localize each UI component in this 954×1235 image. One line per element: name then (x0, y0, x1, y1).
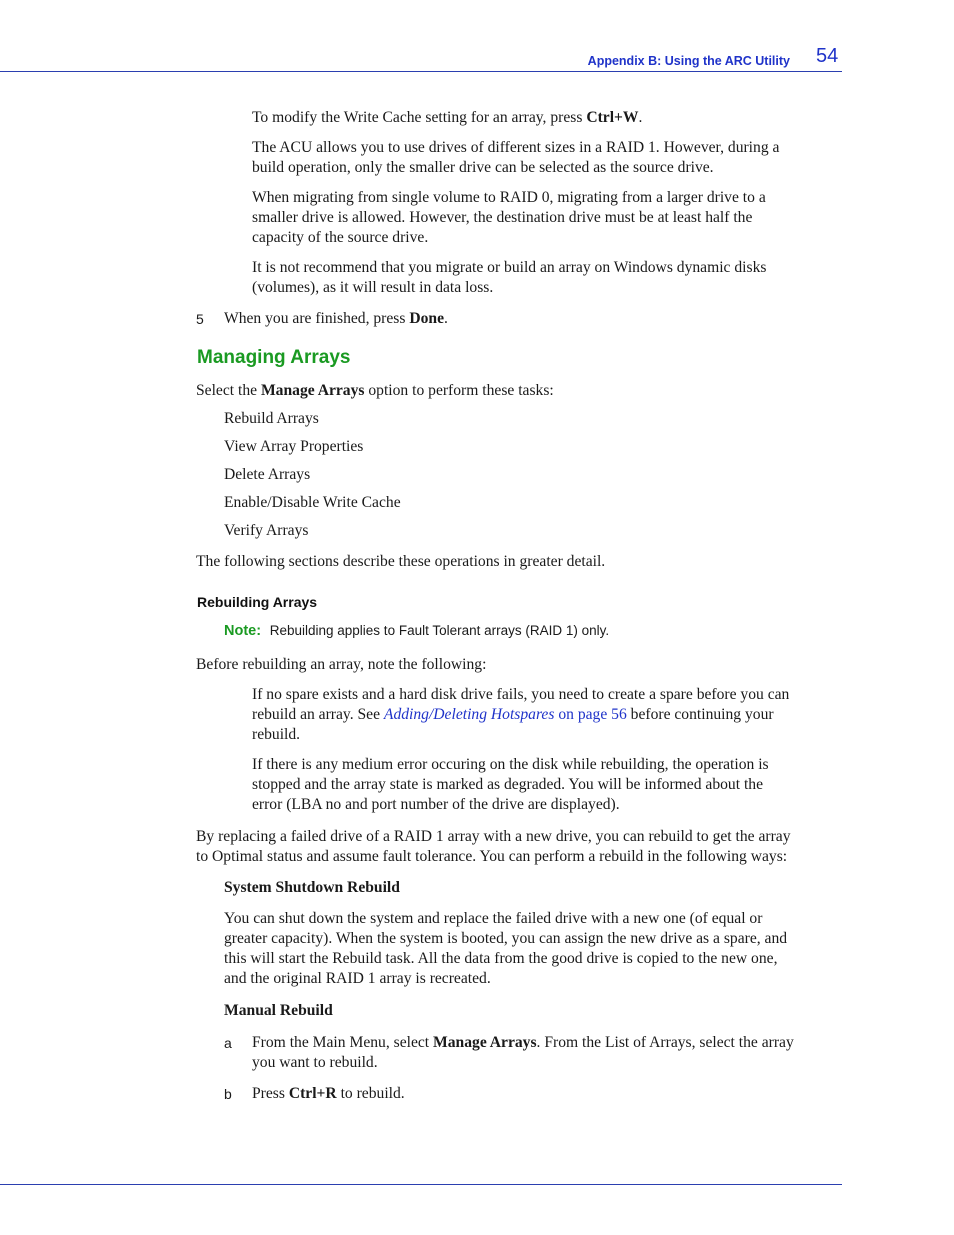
subsection-heading: Rebuilding Arrays (197, 594, 318, 610)
manage-intro: Select the Manage Arrays option to perform these tasks: (196, 382, 554, 399)
system-shutdown-paragraph: You can shut down the system and replace the failed drive with a new one (of equal or greater capacity). When the system is booted, you can assign the new drive as a spare, and this will start the Rebuild task. All the data from the good drive is copied to the new one, and the original RAID 1 array is recreated. (224, 910, 788, 987)
page-56-link[interactable]: on page 56 (554, 706, 627, 723)
task-item: Enable/Disable Write Cache (224, 494, 401, 511)
header-rule (0, 71, 842, 72)
note-label: Note: (224, 623, 262, 639)
done-key: Done (409, 310, 444, 327)
dynamic-disk-paragraph: It is not recommend that you migrate or build an array on Windows dynamic disks (volumes), as it will result in data loss. (252, 259, 767, 296)
medium-error-paragraph: If there is any medium error occuring on the disk while rebuilding, the operation is stopped and the array state is marked as degraded. You will be informed about the error (LBA no and port number of the drive are displayed). (252, 756, 769, 813)
step-a-text: From the Main Menu, select Manage Arrays. From the List of Arrays, select the array you want to rebuild. (252, 1034, 794, 1071)
task-item: Delete Arrays (224, 466, 311, 483)
system-shutdown-title: System Shutdown Rebuild (224, 879, 400, 896)
drive-size-paragraph: The ACU allows you to use drives of different sizes in a RAID 1. However, during a build operation, only the smaller drive can be selected as the source drive. (252, 139, 780, 176)
step-5-text: When you are finished, press Done. (224, 310, 448, 327)
manual-rebuild-title: Manual Rebuild (224, 1002, 333, 1019)
task-item: Verify Arrays (224, 522, 309, 539)
ctrl-w-key: Ctrl+W (586, 109, 639, 126)
step-b-text: Press Ctrl+R to rebuild. (252, 1085, 405, 1102)
step-number: 5 (196, 311, 204, 327)
page-number: 54 (816, 45, 839, 67)
task-item: View Array Properties (224, 438, 364, 455)
hotspares-link[interactable]: Adding/Deleting Hotspares (383, 706, 555, 723)
step-letter-b: b (224, 1086, 232, 1102)
migration-paragraph: When migrating from single volume to RAID 0, migrating from a larger drive to a smaller drive is allowed. However, the destination drive must be at least half the capacity of the source drive. (252, 189, 766, 246)
ctrl-r-key: Ctrl+R (288, 1085, 337, 1102)
note-text: Rebuilding applies to Fault Tolerant arrays (RAID 1) only. (269, 623, 610, 638)
no-spare-paragraph: If no spare exists and a hard disk drive fails, you need to create a spare before you can rebuild an array. See Adding/Deleting Hotspares on page 56 before continuing your rebuild. (252, 686, 790, 743)
running-header: Appendix B: Using the ARC Utility (587, 54, 790, 68)
step-letter-a: a (224, 1035, 232, 1051)
sections-outro: The following sections describe these operations in greater detail. (196, 553, 606, 570)
footer-rule (0, 1184, 842, 1185)
task-item: Rebuild Arrays (224, 410, 319, 427)
section-heading: Managing Arrays (197, 347, 351, 368)
replacing-drive-paragraph: By replacing a failed drive of a RAID 1 array with a new drive, you can rebuild to get the array to Optimal status and assume fault tolerance. You can perform a rebuild in the following ways: (196, 828, 791, 865)
write-cache-paragraph: To modify the Write Cache setting for an array, press Ctrl+W. (252, 109, 643, 126)
before-rebuild-text: Before rebuilding an array, note the following: (196, 656, 487, 673)
note (224, 621, 609, 641)
